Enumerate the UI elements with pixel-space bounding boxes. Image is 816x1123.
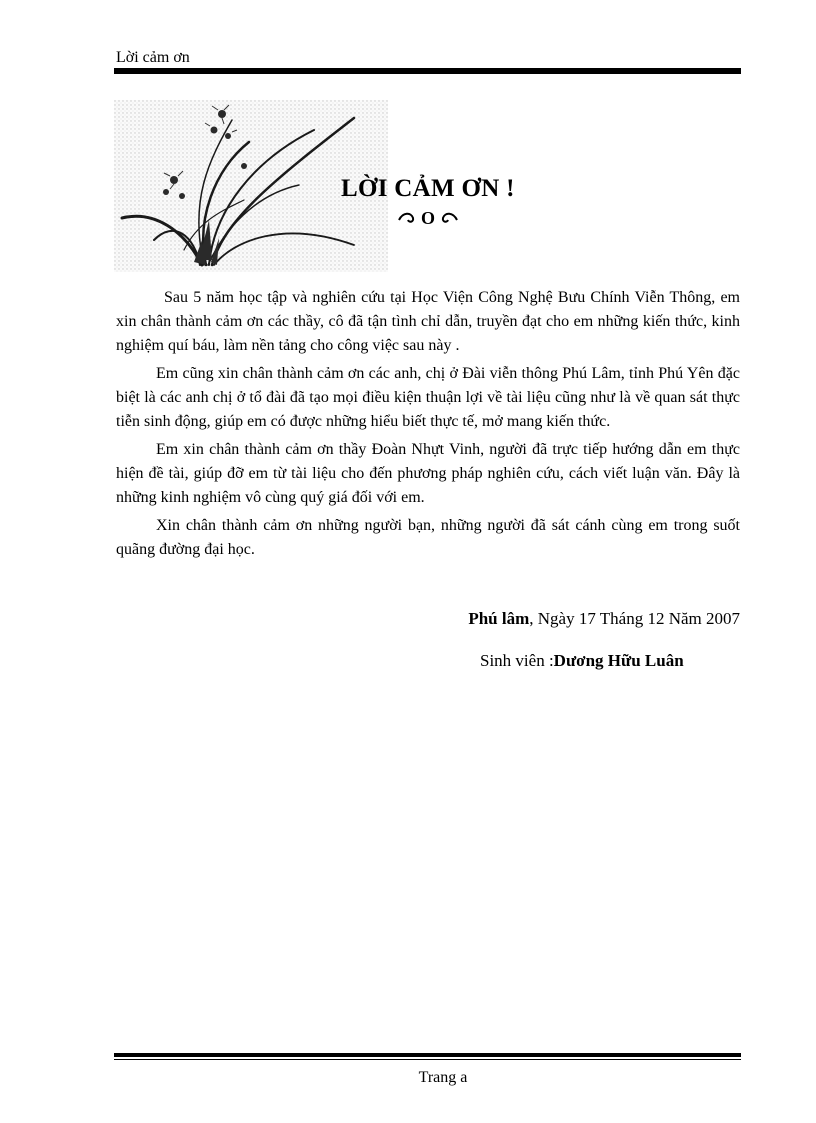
acknowledgement-body	[116, 286, 740, 566]
page-title: LỜI CẢM ƠN !	[341, 175, 515, 202]
student-name: Dương Hữu Luân	[553, 651, 684, 670]
title-ornament	[395, 206, 461, 228]
ornament-letter: O	[420, 208, 436, 228]
footer-rule-thick	[114, 1053, 741, 1057]
paragraph-2: Em cũng xin chân thành cảm ơn các anh, chị ở Đài viễn thông Phú Lâm, tỉnh Phú Yên đặc biệt là các anh chị ở tổ đài đã tạo mọi điều kiện thuận lợi về tài liệu cũng như là về quan sát thực tiễn sinh động, giúp em có được những hiểu biết thực tế, mở mang kiến thức.	[116, 365, 740, 430]
paragraph-3: Em xin chân thành cảm ơn thầy Đoàn Nhựt Vinh, người đã trực tiếp hướng dẫn em thực hiện đề tài, giúp đỡ em từ tài liệu cho đến phương pháp nghiên cứu, cách viết luận văn. Đây là những kinh nghiệm vô cùng quý giá đối với em.	[116, 441, 740, 506]
running-header: Lời cảm ơn	[116, 49, 190, 66]
student-line	[480, 650, 684, 672]
paragraph-4: Xin chân thành cảm ơn những người bạn, những người đã sát cánh cùng em trong suốt quãng đường đại học.	[116, 517, 740, 558]
student-label: Sinh viên :	[480, 651, 554, 670]
paragraph-1: Sau 5 năm học tập và nghiên cứu tại Học Viện Công Nghệ Bưu Chính Viễn Thông, em xin chân thành cảm ơn các thầy, cô đã tận tình chỉ dẫn, truyền đạt cho em những kiến thức, kinh nghiệm quí báu, làm nền tảng cho công việc sau này .	[116, 289, 740, 354]
date-line	[468, 608, 740, 630]
place-name: Phú lâm	[468, 609, 530, 628]
footer-rule-thin	[114, 1059, 741, 1060]
header-rule	[114, 68, 741, 74]
date-text: , Ngày 17 Tháng 12 Năm 2007	[529, 609, 740, 628]
page-number: Trang a	[418, 1069, 468, 1086]
